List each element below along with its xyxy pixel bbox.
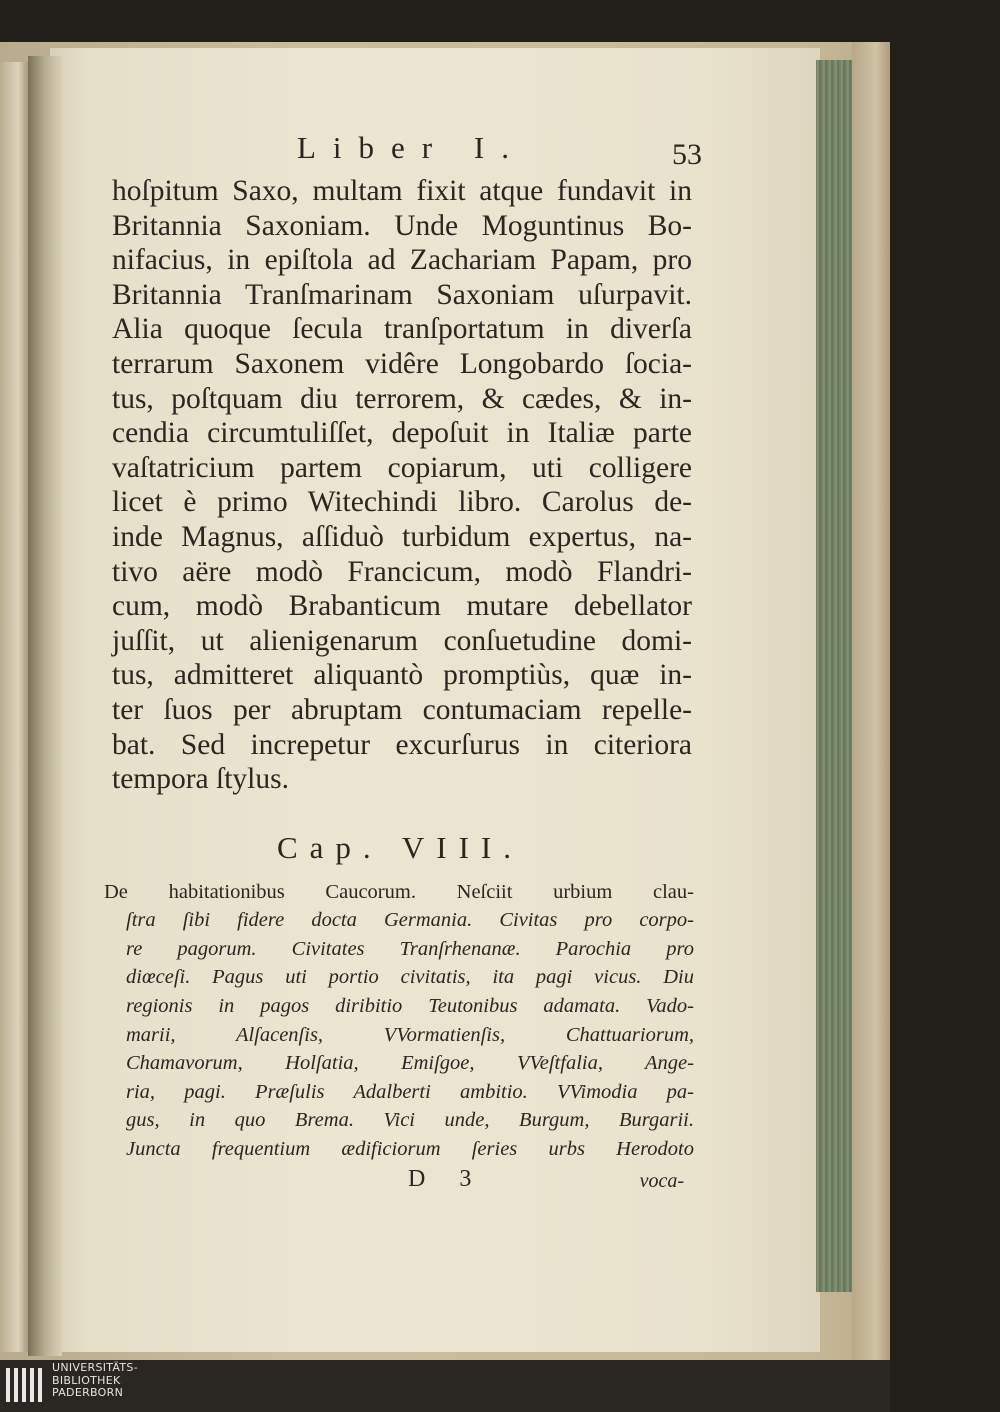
body-line: inde Magnus, aſſiduò turbidum expertus, na- [112,520,692,553]
library-logo-line: UNIVERSITÄTS- [52,1361,138,1374]
summary-line: Chamavorum, Holſatia, Emiſgoe, VVeſtfalia, Ange- [126,1052,694,1075]
body-line: terrarum Saxonem vidêre Longobardo ſocia- [112,347,692,380]
body-line: ter ſuos per abruptam contumaciam repelle- [112,693,692,726]
summary-line: ſtra ſibi fidere docta Germania. Civitas pro corpo- [126,909,694,932]
page-footer [112,1166,692,1202]
body-line: Alia quoque ſecula tranſportatum in diverſa [112,313,692,346]
body-line: Britannia Tranſmarinam Saxoniam uſurpavit. [112,278,692,311]
body-line: nifacius, in epiſtola ad Zachariam Papam, pro [112,244,692,277]
body-line: hoſpitum Saxo, multam fixit atque fundavit in [112,175,692,207]
book-gutter [28,56,62,1356]
body-line: tivo aëre modò Francicum, modò Flandri- [112,555,692,588]
summary-line: marii, Alſacenſis, VVormatienſis, Chattuariorum, [126,1023,694,1046]
body-line: tus, admitteret aliquantò promptiùs, quæ in- [112,659,692,692]
signature-mark: D 3 [408,1165,486,1192]
library-logo [2,1362,138,1406]
body-line: licet è primo Witechindi libro. Carolus de- [112,486,692,519]
page-text-block [104,130,702,1202]
summary-line: De habitationibus Caucorum. Neſciit urbium clau- [104,880,694,903]
body-line: juſſit, ut alienigenarum conſuetudine domi- [112,624,692,657]
catchword: voca- [639,1169,684,1192]
library-logo-text [52,1362,138,1400]
running-head-title: Liber I. [297,130,526,165]
summary-line: Juncta frequentium ædificiorum ſeries urbs Herodoto [126,1138,694,1161]
background-top [0,0,1000,42]
summary-line: diœceſi. Pagus uti portio civitatis, ita pagi vicus. Diu [126,966,694,989]
library-logo-line: BIBLIOTHEK [52,1373,121,1387]
background-right [890,0,1000,1412]
body-line: cendia circumtuliſſet, depoſuit in Italiæ parte [112,417,692,450]
library-logo-line: PADERBORN [52,1386,124,1399]
summary-line: re pagorum. Civitates Tranſrhenanæ. Parochia pro [126,937,694,960]
library-logo-icon [2,1362,46,1406]
body-text [112,174,692,797]
page-number: 53 [672,138,702,171]
page-edges [816,60,854,1292]
book-board-right [852,42,892,1360]
running-head [112,130,702,174]
summary-line: ria, pagi. Præſulis Adalberti ambitio. VVimodia pa- [126,1080,694,1103]
body-line: cum, modò Brabanticum mutare debellator [112,590,692,623]
summary-line: gus, in quo Brema. Vici unde, Burgum, Burgarii. [126,1109,694,1132]
body-line: bat. Sed increpetur excurſurus in citeriora [112,728,692,761]
chapter-heading: Cap. VIII. [277,829,523,865]
chapter-summary [104,878,692,1164]
body-line: tus, poſtquam diu terrorem, & cædes, & in- [112,382,692,415]
body-line: Britannia Saxoniam. Unde Moguntinus Bo- [112,209,692,242]
left-page-edge [0,62,30,1352]
body-line: vaſtatricium partem copiarum, uti colligere [112,451,692,484]
summary-line: regionis in pagos diribitio Teutonibus adamata. Vado- [126,995,694,1018]
body-line: tempora ſtylus. [112,763,289,796]
